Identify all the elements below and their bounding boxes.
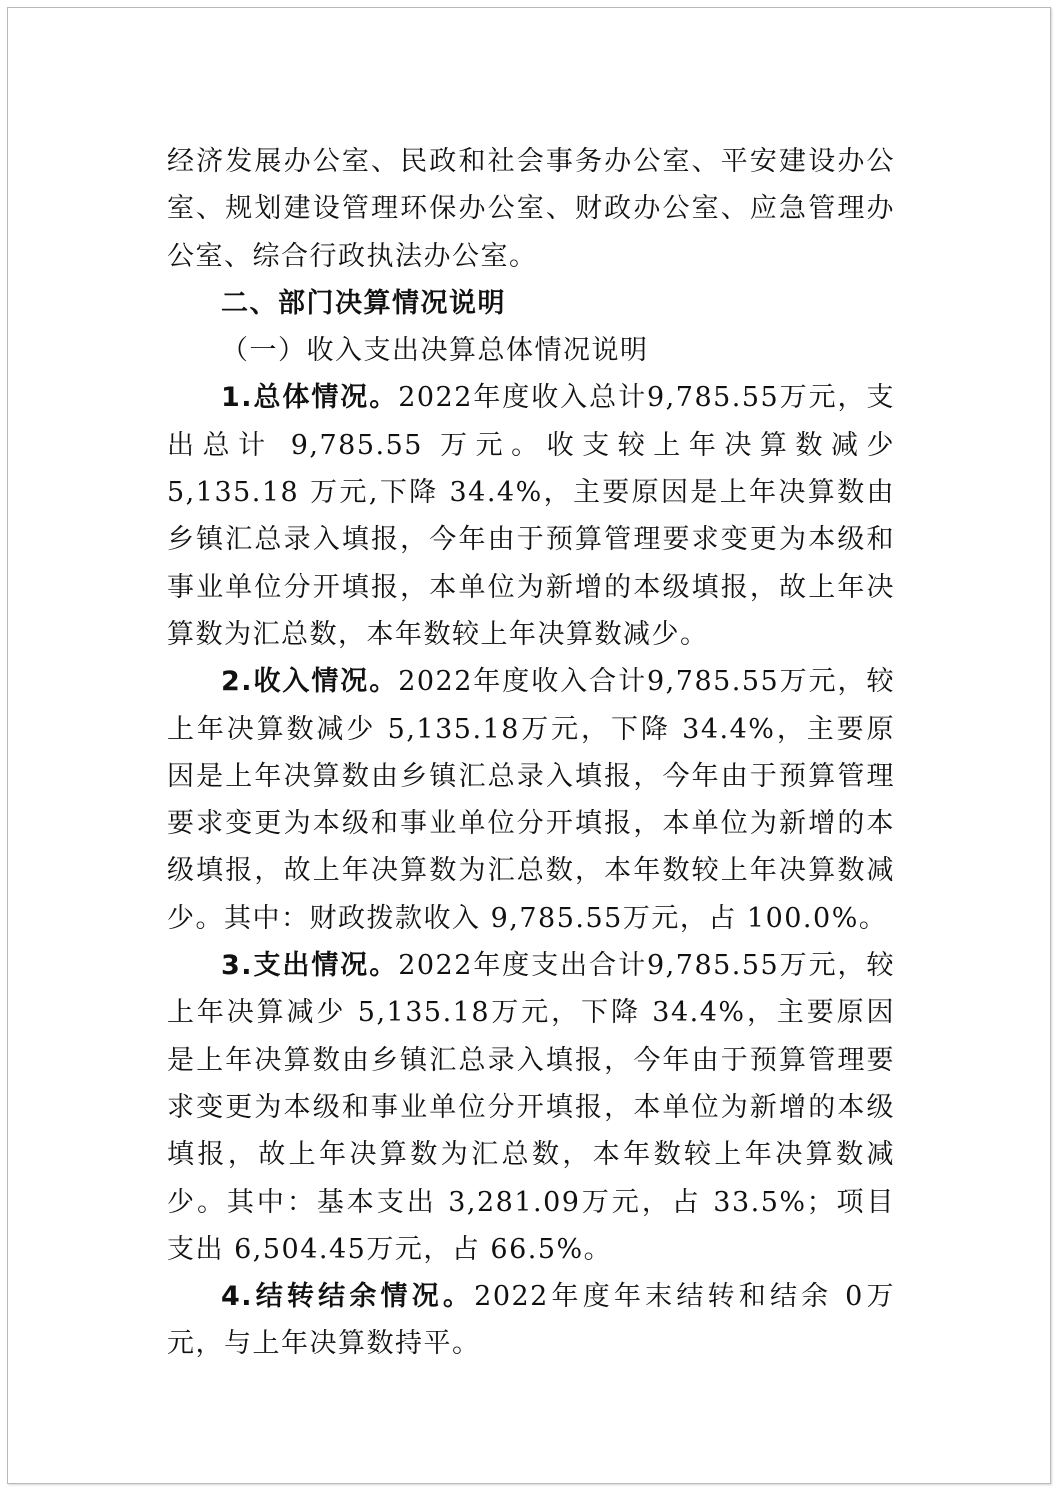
paragraph-text: 2022年度收入合计9,785.55万元，较上年决算数减少 5,135.18万元，下降 34.4%，主要原因是上年决算数由乡镇汇总录入填报，今年由于预算管理要求变更为本级和事业单位分开填报，本单位为新增的本级填报，故上年决算数为汇总数，本年数较上年决算数减少。其中：财政拨款收入 9,785.55万元，占 100.0%。 [167, 666, 896, 934]
paragraph-text: 2022年度年末结转和结余 0万元，与上年决算数持平。 [167, 1281, 895, 1360]
section-subheading: （一）收入支出决算总体情况说明 [221, 335, 649, 367]
paragraph-income [167, 658, 895, 942]
paragraph-lead: 3.支出情况。 [221, 950, 399, 982]
section-heading: 二、部门决算情况说明 [221, 287, 506, 319]
document-body [167, 138, 895, 1368]
paragraph-text: 2022年度支出合计9,785.55万元，较上年决算减少 5,135.18万元，下降 34.4%，主要原因是上年决算数由乡镇汇总录入填报，今年由于预算管理要求变更为本级和事业单位分开填报，本单位为新增的本级填报，故上年决算数为汇总数，本年数较上年决算数减少。其中：基本支出 3,281.09万元，占 33.5%；项目支出 6,504.45万元，占 66.5%。 [167, 950, 896, 1265]
paragraph-lead: 2.收入情况。 [221, 666, 399, 698]
paragraph-lead: 4.结转结余情况。 [221, 1281, 475, 1313]
paragraph-text: 2022年度收入总计9,785.55万元，支出总计 9,785.55 万元。收支较上年决算数减少 5,135.18 万元,下降 34.4%，主要原因是上年决算数由乡镇汇总录入填报，今年由于预算管理要求变更为本级和事业单位分开填报，本单位为新增的本级填报，故上年决算数为汇总数，本年数较上年决算数减少。 [167, 382, 896, 650]
paragraph-lead: 1.总体情况。 [221, 382, 399, 414]
paragraph-expenditure [167, 942, 895, 1273]
paragraph-overall [167, 374, 895, 658]
paragraph-carryover [167, 1273, 895, 1368]
intro-paragraph: 经济发展办公室、民政和社会事务办公室、平安建设办公室、规划建设管理环保办公室、财政办公室、应急管理办公室、综合行政执法办公室。 [167, 146, 895, 272]
